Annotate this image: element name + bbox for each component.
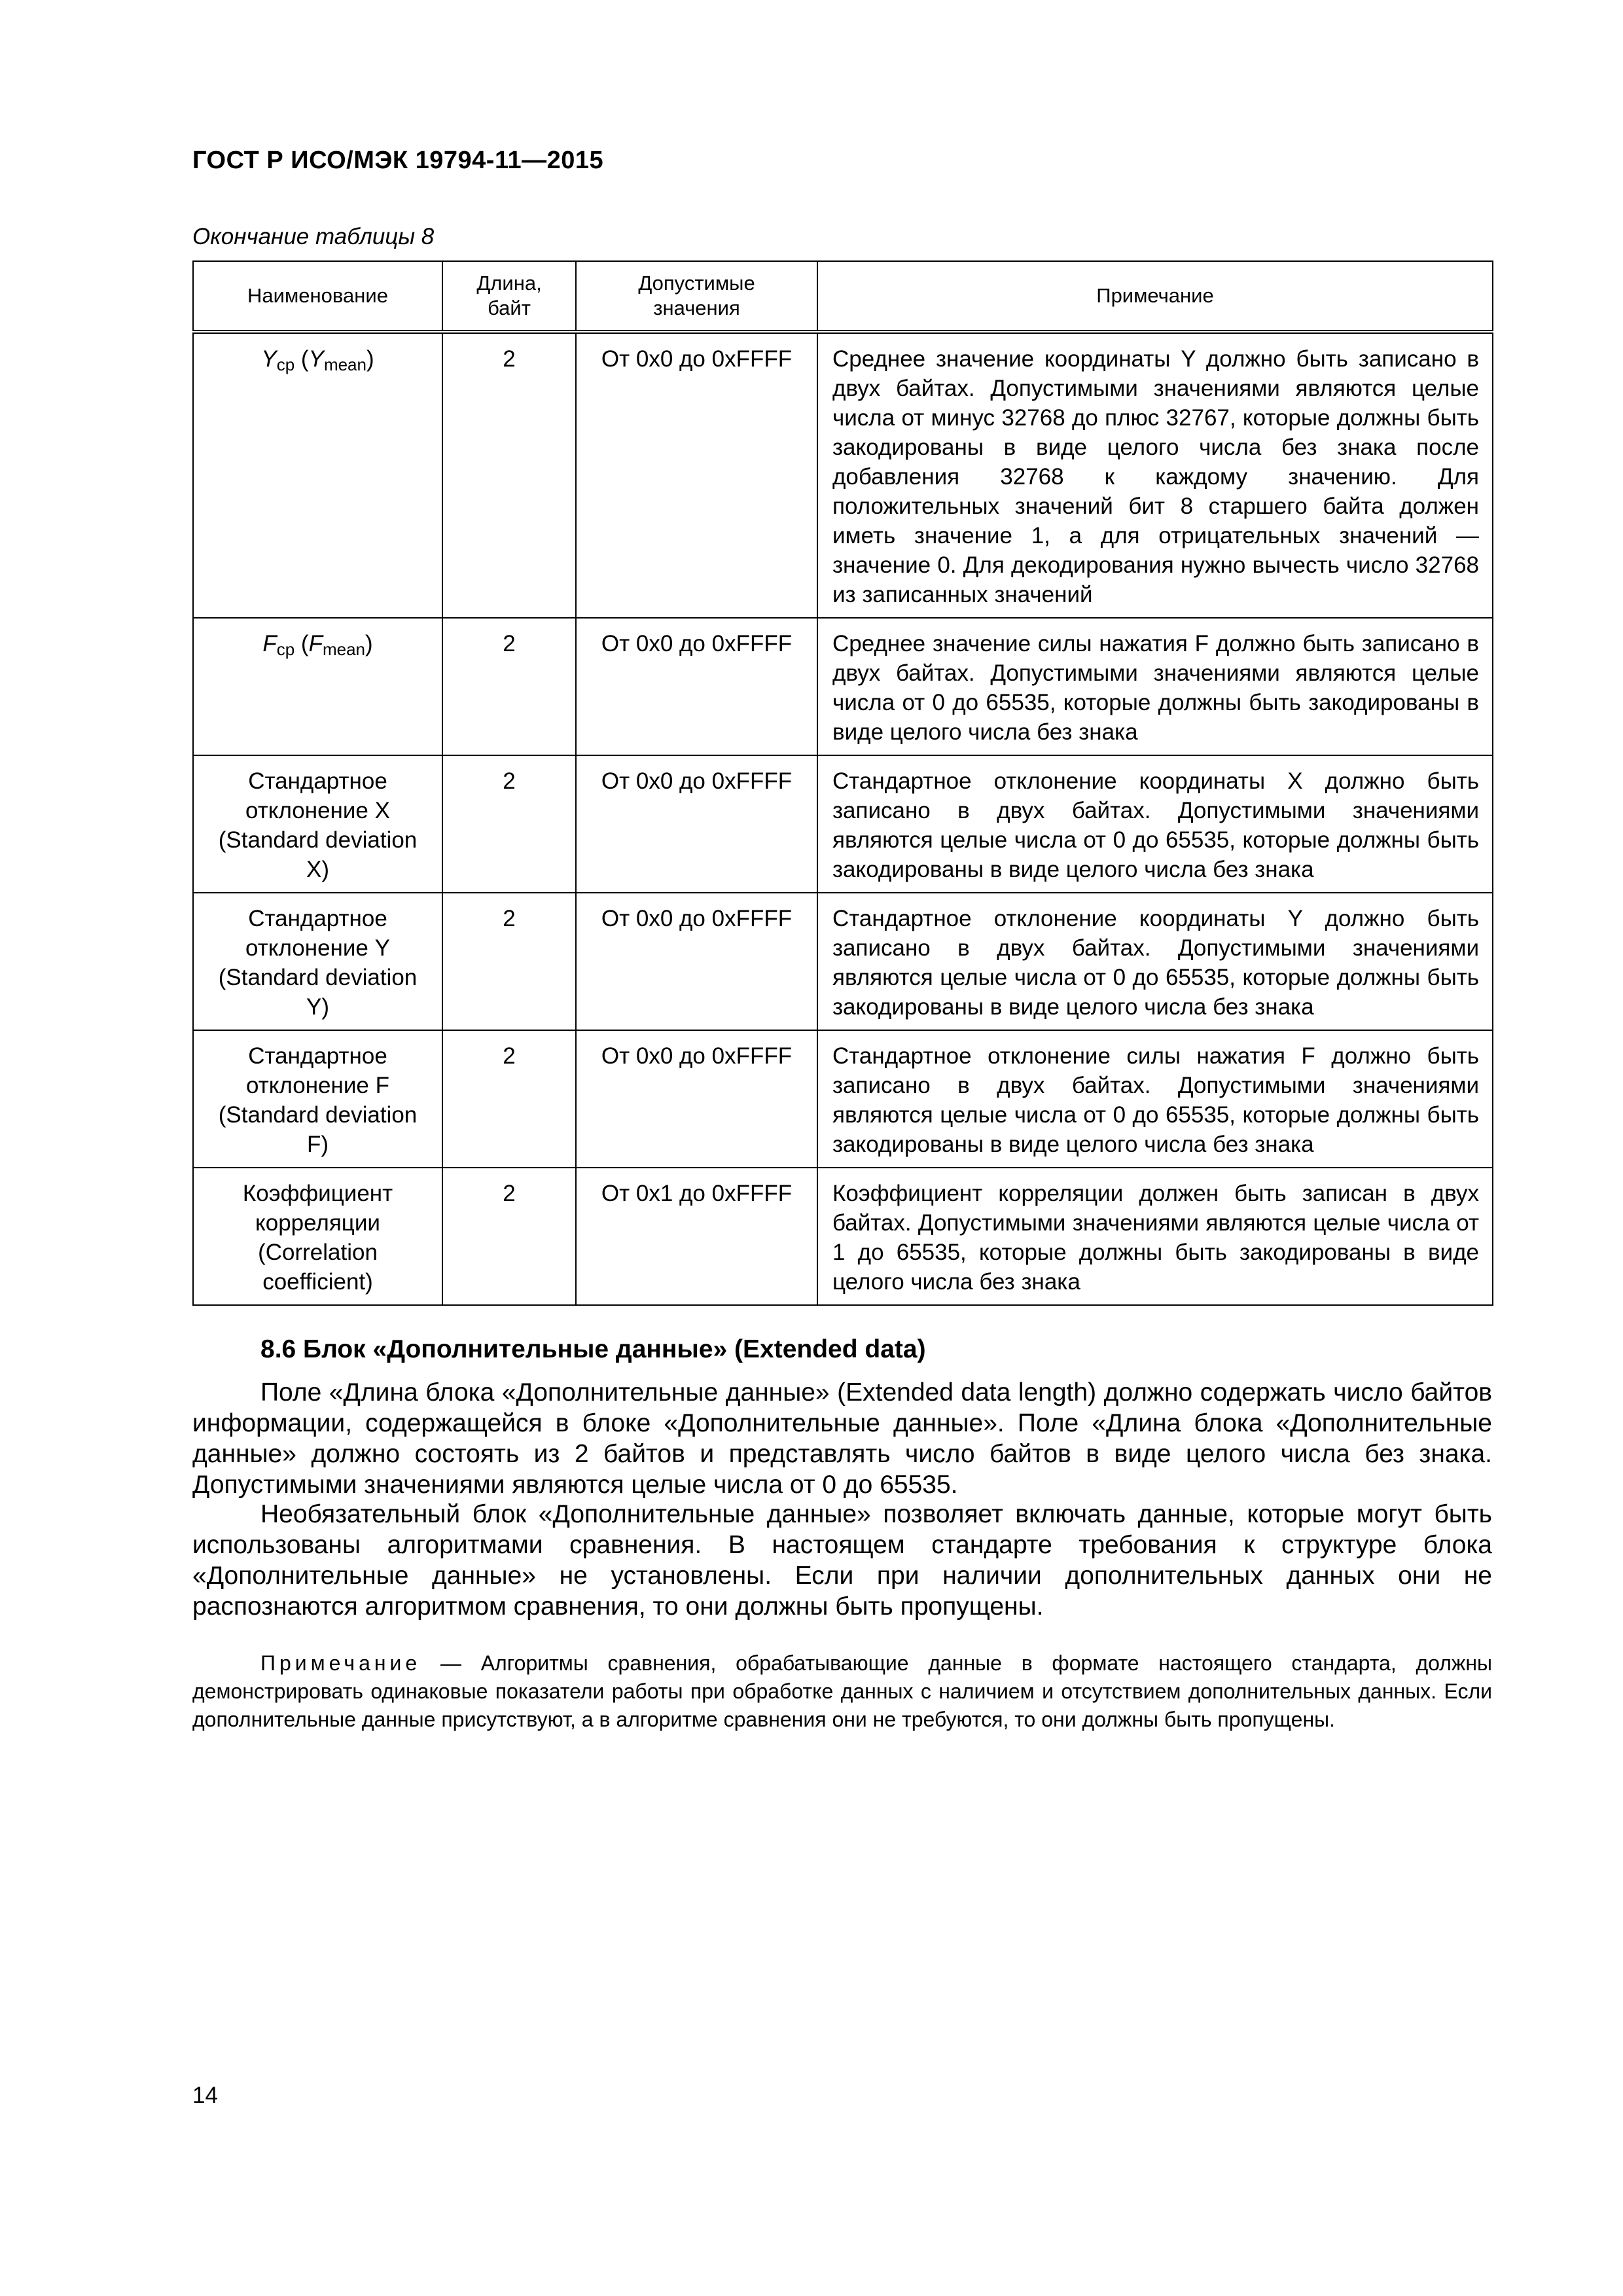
table-row <box>193 332 1493 618</box>
row-note: Стандартное отклонение силы нажатия F должно быть записано в двух байтах. Допустимыми значениями являются целые числа от 0 до 65535, которые должны быть закодированы в виде целого числа без знака <box>817 1030 1493 1168</box>
row-name: $F_{ср}$ $(F_{mean})$ <box>193 618 442 755</box>
symbol-text: F <box>308 631 323 656</box>
name-line: (Standard deviation <box>218 965 418 990</box>
paragraph-text: Поле «Длина блока «Дополнительные данные» (Extended data length) должно содержать число байтов информации, содержащейся в блоке «Дополнительные данные». Поле «Длина блока «Дополнительные данные» должно состоять из 2 байтов и представлять число байтов в виде целого числа без знака. Допустимыми значениями являются целые числа от 0 до 65535. <box>192 1378 1492 1499</box>
page-number: 14 <box>192 2083 218 2108</box>
table-row <box>193 755 1493 893</box>
name-line: F) <box>306 1132 329 1157</box>
name-line: (Standard deviation <box>218 827 418 853</box>
row-length: 2 <box>442 332 576 618</box>
paragraph-text: Необязательный блок «Дополнительные данные» позволяет включать данные, которые могут быть использованы алгоритмами сравнения. В настоящем стандарте требования к структуре блока «Дополнительные данные» не установлены. Если при наличии дополнительных данных они не распознаются алгоритмом сравнения, то они должны быть пропущены. <box>192 1500 1492 1621</box>
name-line: корреляции <box>255 1210 380 1236</box>
name-line: (Correlation <box>258 1240 378 1265</box>
spec-table <box>192 260 1493 1306</box>
symbol-text: Y <box>308 346 324 372</box>
name-line: Стандартное <box>248 906 387 931</box>
row-note: Стандартное отклонение координаты Y должно быть записано в двух байтах. Допустимыми значениями являются целые числа от 0 до 65535, которые должны быть закодированы в виде целого числа без знака <box>817 893 1493 1030</box>
row-length: 2 <box>442 893 576 1030</box>
symbol-text: Y <box>261 346 277 372</box>
row-values: От 0x0 до 0xFFFF <box>576 893 817 1030</box>
column-header-length-text: Длина, байт <box>476 272 542 319</box>
column-header-note: Примечание <box>817 261 1493 332</box>
name-line: отклонение X <box>245 798 390 823</box>
name-line: отклонение Y <box>245 935 390 961</box>
name-line: (Standard deviation <box>218 1102 418 1128</box>
note-block <box>192 1649 1492 1734</box>
table-row <box>193 1168 1493 1305</box>
row-name: $Y_{ср}$ $(Y_{mean})$ <box>193 332 442 618</box>
subscript-text: ср <box>276 355 295 374</box>
document-header: ГОСТ Р ИСО/МЭК 19794-11—2015 <box>192 147 604 174</box>
row-name <box>193 1030 442 1168</box>
name-line: Коэффициент <box>242 1181 393 1206</box>
name-line: coefficient) <box>262 1269 373 1295</box>
name-line: X) <box>306 857 329 882</box>
row-name <box>193 893 442 1030</box>
body-paragraph <box>192 1499 1492 1622</box>
row-length: 2 <box>442 755 576 893</box>
row-length: 2 <box>442 1168 576 1305</box>
table-row <box>193 1030 1493 1168</box>
note-label: Примечание <box>260 1651 421 1675</box>
table-caption: Окончание таблицы 8 <box>192 224 435 249</box>
column-header-length <box>442 261 576 332</box>
subscript-text: ср <box>276 639 295 659</box>
row-values: От 0x0 до 0xFFFF <box>576 1030 817 1168</box>
row-note: Среднее значение координаты Y должно быть записано в двух байтах. Допустимыми значениями являются целые числа от минус 32768 до плюс 32767, которые должны быть закодированы в виде целого числа без знака после добавления 32768 к каждому значению. Для положительных значений бит 8 старшего байта должен иметь значение 1, а для отрицательных значений — значение 0. Для декодирования нужно вычесть число 32768 из записанных значений <box>817 332 1493 618</box>
subscript-text: mean <box>322 639 366 659</box>
column-header-name: Наименование <box>193 261 442 332</box>
name-line: Y) <box>306 994 329 1020</box>
row-note: Среднее значение силы нажатия F должно быть записано в двух байтах. Допустимыми значениями являются целые числа от 0 до 65535, которые должны быть закодированы в виде целого числа без знака <box>817 618 1493 755</box>
table-header-row <box>193 261 1493 332</box>
symbol-text: F <box>262 631 277 656</box>
row-name <box>193 755 442 893</box>
row-note: Стандартное отклонение координаты X должно быть записано в двух байтах. Допустимыми значениями являются целые числа от 0 до 65535, которые должны быть закодированы в виде целого числа без знака <box>817 755 1493 893</box>
body-paragraph <box>192 1377 1492 1500</box>
name-line: Стандартное <box>248 1043 387 1069</box>
row-length: 2 <box>442 618 576 755</box>
column-header-values-text: Допустимые значения <box>638 272 755 319</box>
row-values: От 0x0 до 0xFFFF <box>576 618 817 755</box>
row-values: От 0x0 до 0xFFFF <box>576 755 817 893</box>
name-line: отклонение F <box>246 1073 389 1098</box>
row-note: Коэффициент корреляции должен быть записан в двух байтах. Допустимыми значениями являются целые числа от 1 до 65535, которые должны быть закодированы в виде целого числа без знака <box>817 1168 1493 1305</box>
row-length: 2 <box>442 1030 576 1168</box>
subscript-text: mean <box>323 355 366 374</box>
row-values: От 0x0 до 0xFFFF <box>576 332 817 618</box>
note-text: — Алгоритмы сравнения, обрабатывающие данные в формате настоящего стандарта, должны демонстрировать одинаковые показатели работы при обработке данных с наличием и отсутствием дополнительных данных. Если дополнительные данные присутствуют, а в алгоритме сравнения они не требуются, то они должны быть пропущены. <box>192 1651 1492 1731</box>
table-row <box>193 893 1493 1030</box>
section-title: 8.6 Блок «Дополнительные данные» (Extended data) <box>260 1335 926 1363</box>
row-name <box>193 1168 442 1305</box>
table-row <box>193 618 1493 755</box>
column-header-values <box>576 261 817 332</box>
name-line: Стандартное <box>248 768 387 794</box>
row-values: От 0x1 до 0xFFFF <box>576 1168 817 1305</box>
